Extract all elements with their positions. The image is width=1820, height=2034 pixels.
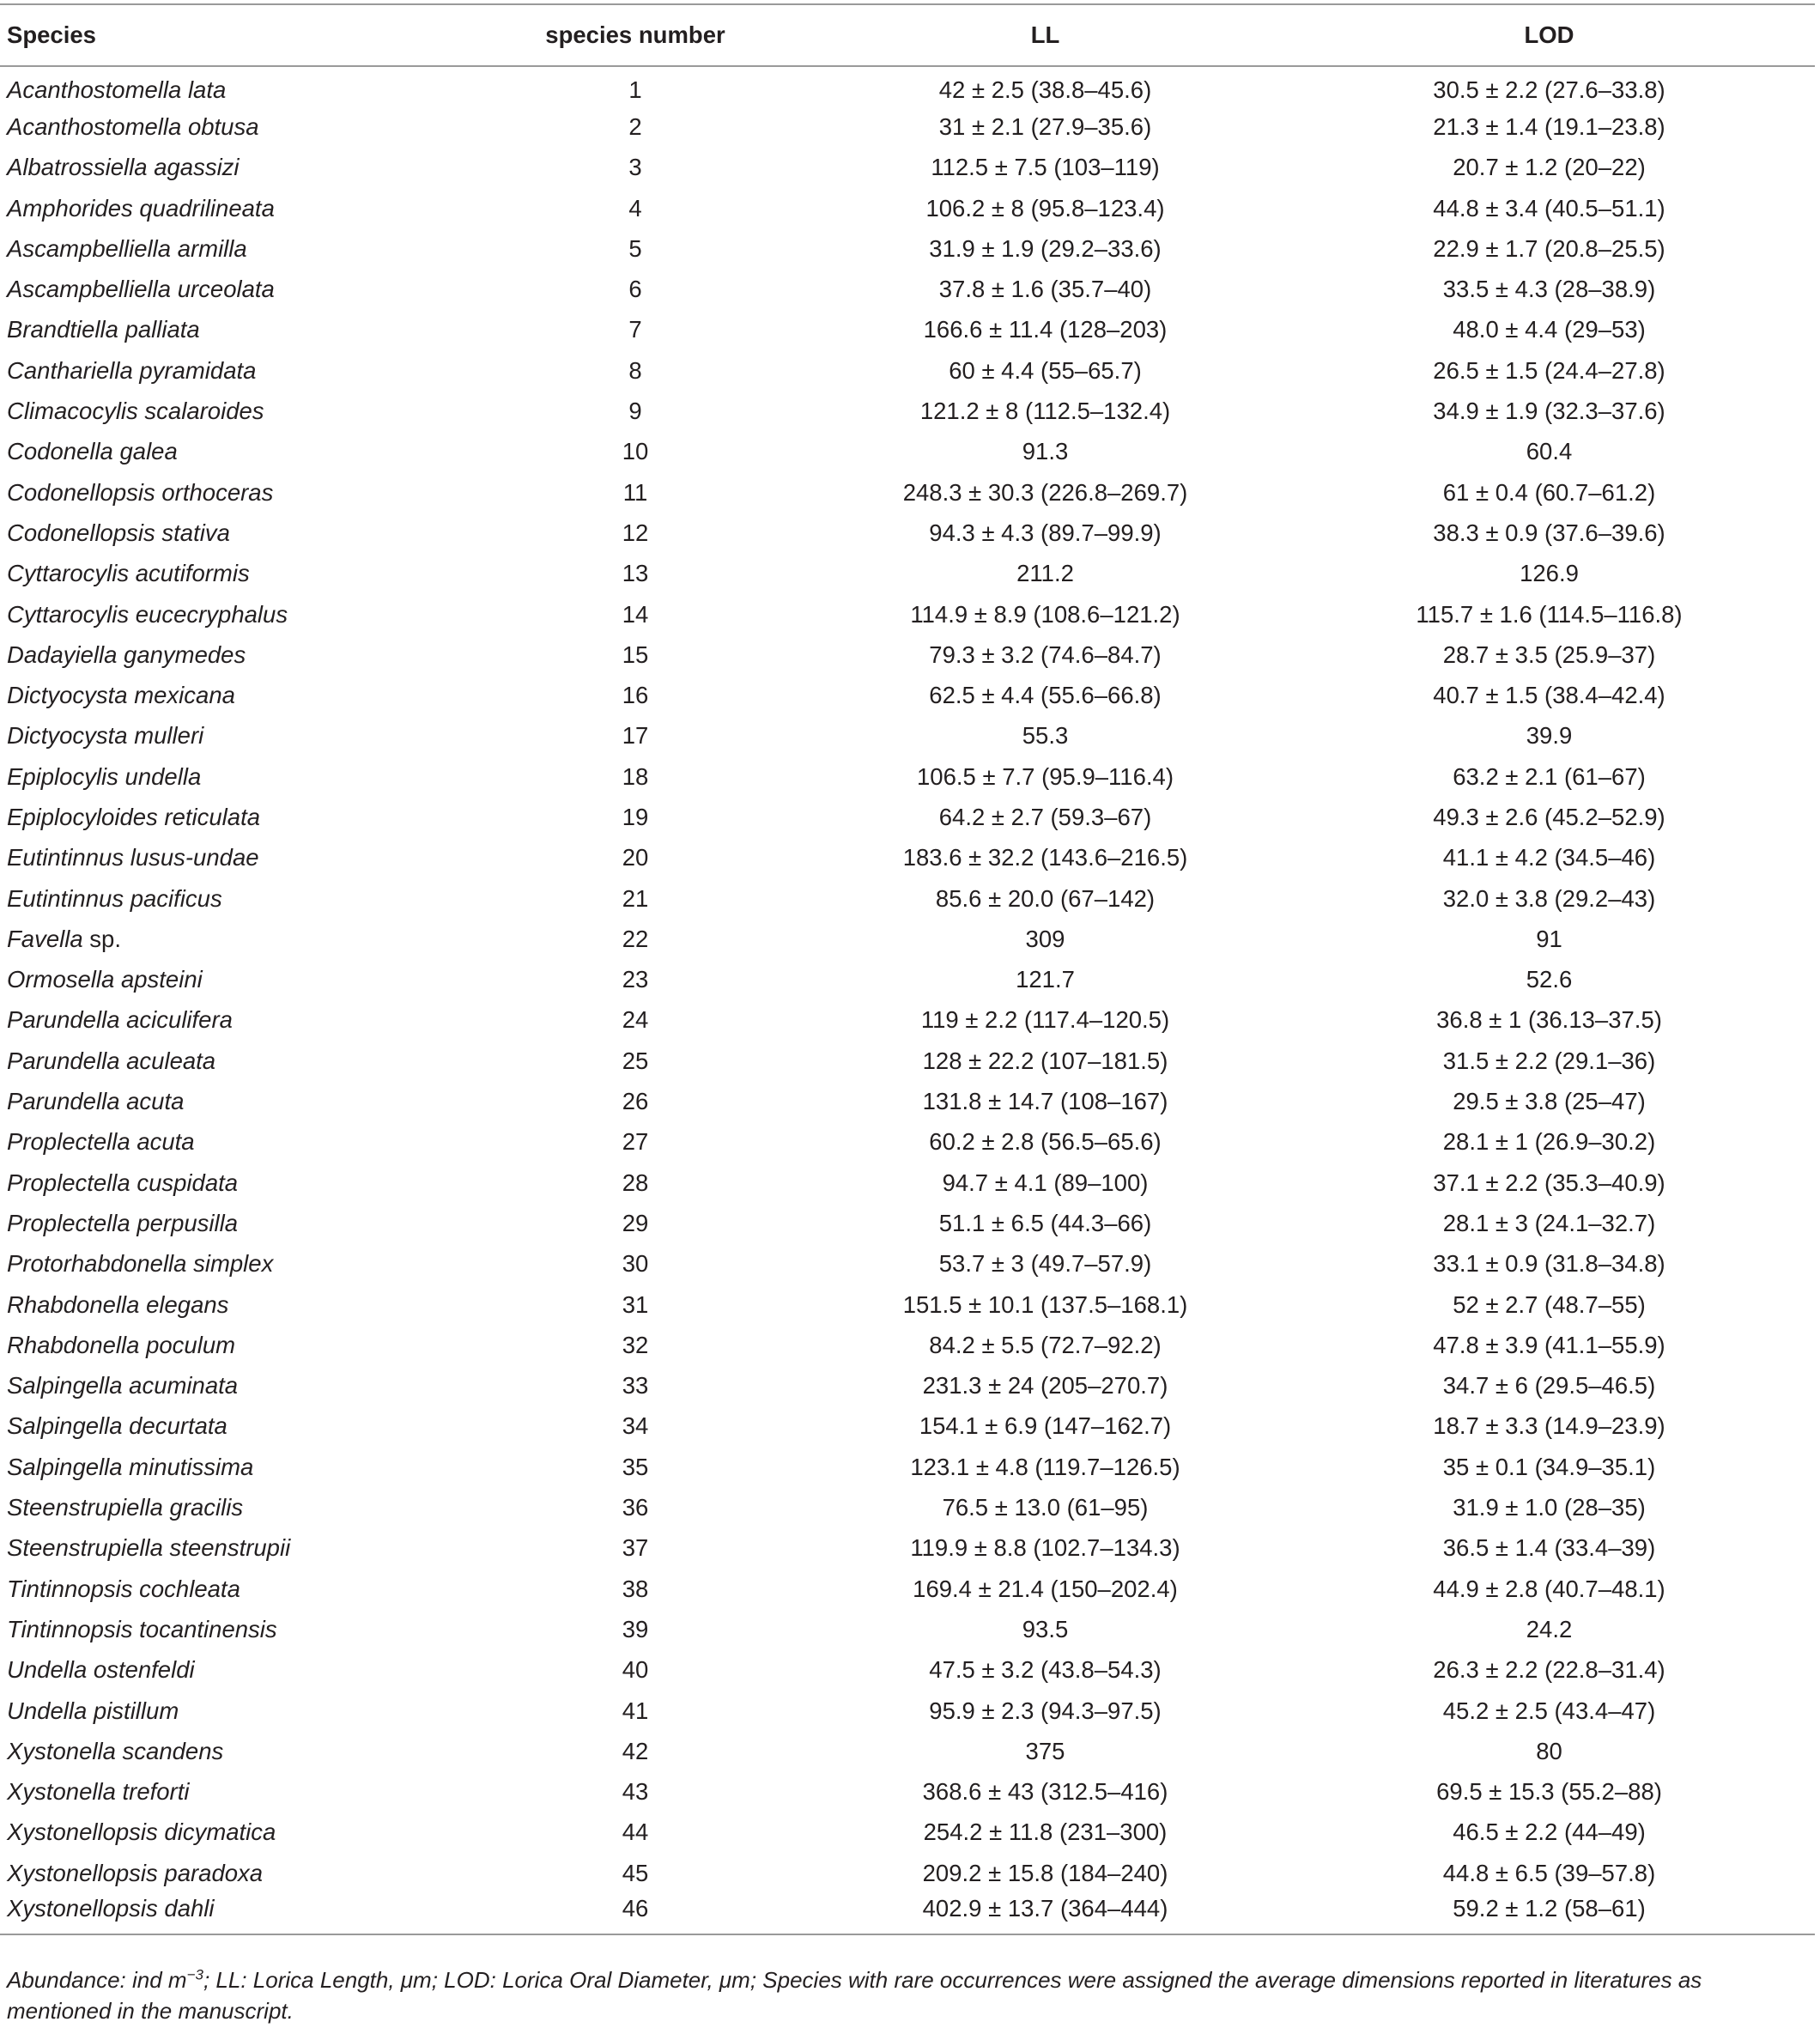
species-number-cell: 37: [622, 1534, 649, 1562]
species-name: Rhabdonella elegans: [7, 1290, 229, 1318]
species-name: Ormosella apsteini: [7, 966, 203, 993]
table-row: [0, 1731, 1815, 1771]
table-row: [0, 960, 1815, 1000]
ll-cell: 151.5 ± 10.1 (137.5–168.1): [902, 1290, 1188, 1318]
ll-cell: 209.2 ± 15.8 (184–240): [922, 1859, 1168, 1886]
ll-cell: 106.2 ± 8 (95.8–123.4): [925, 194, 1165, 222]
species-name: Albatrossiella agassizi: [7, 154, 240, 181]
table-row: [0, 1650, 1815, 1691]
lod-cell: 41.1 ± 4.2 (34.5–46): [1442, 844, 1656, 871]
table-row: [0, 1244, 1815, 1284]
species-number-cell: 13: [622, 560, 649, 587]
species-name-cell: [0, 1771, 464, 1812]
lod-cell: 36.8 ± 1 (36.13–37.5): [1436, 1006, 1662, 1034]
species-number-cell: 35: [622, 1453, 649, 1480]
species-number-cell: 2: [628, 112, 642, 140]
table-row: [0, 756, 1815, 797]
table-row: [0, 1893, 1815, 1934]
species-number-cell: 39: [622, 1615, 649, 1642]
species-name-cell: [0, 960, 464, 1000]
species-name: Epiplocylis undella: [7, 762, 202, 790]
ll-cell: 128 ± 22.2 (107–181.5): [922, 1047, 1168, 1074]
ll-cell: 119 ± 2.2 (117.4–120.5): [920, 1006, 1170, 1034]
species-number-cell: 33: [622, 1372, 649, 1400]
lod-cell: 80: [1536, 1737, 1562, 1764]
lod-cell: 91: [1536, 925, 1562, 952]
table-row: [0, 1366, 1815, 1406]
ll-cell: 211.2: [1016, 560, 1074, 587]
species-number-cell: 7: [628, 316, 642, 343]
species-name-cell: [0, 350, 464, 391]
species-suffix: sp.: [82, 925, 121, 952]
species-name-cell: [0, 675, 464, 715]
species-name-cell: [0, 1122, 464, 1163]
table-row: [0, 1203, 1815, 1243]
lod-cell: 126.9: [1520, 560, 1579, 587]
species-name-cell: [0, 1609, 464, 1649]
species-name: Undella pistillum: [7, 1697, 179, 1724]
species-name: Tintinnopsis cochleata: [7, 1575, 240, 1602]
lod-cell: 32.0 ± 3.8 (29.2–43): [1442, 884, 1656, 912]
species-name: Parundella aciculifera: [7, 1006, 233, 1034]
species-name-cell: [0, 594, 464, 634]
lod-cell: 44.8 ± 3.4 (40.5–51.1): [1433, 194, 1665, 222]
species-number-cell: 41: [622, 1697, 649, 1724]
table-row: [0, 919, 1815, 959]
species-name: Dadayiella ganymedes: [7, 641, 246, 668]
lod-cell: 52.6: [1526, 966, 1573, 993]
species-name-cell: [0, 513, 464, 553]
ll-cell: 53.7 ± 3 (49.7–57.9): [938, 1250, 1152, 1278]
table-row: [0, 472, 1815, 513]
species-number-cell: 5: [628, 234, 642, 262]
species-name-cell: [0, 1081, 464, 1121]
species-number-cell: 8: [628, 356, 642, 384]
species-name-cell: [0, 188, 464, 228]
lod-cell: 47.8 ± 3.9 (41.1–55.9): [1433, 1331, 1665, 1358]
species-number-cell: 44: [622, 1818, 649, 1846]
lod-cell: 60.4: [1526, 438, 1573, 465]
ll-cell: 37.8 ± 1.6 (35.7–40): [938, 276, 1152, 303]
species-name: Protorhabdonella simplex: [7, 1250, 274, 1278]
species-name: Rhabdonella poculum: [7, 1331, 236, 1358]
table-footnote: [7, 1964, 1810, 2026]
species-number-cell: 18: [622, 762, 649, 790]
species-name: Parundella acuta: [7, 1088, 185, 1115]
lod-cell: 52 ± 2.7 (48.7–55): [1453, 1290, 1646, 1318]
table-row: [0, 878, 1815, 919]
lod-cell: 26.5 ± 1.5 (24.4–27.8): [1433, 356, 1665, 384]
species-name: Salpingella minutissima: [7, 1453, 254, 1480]
species-name: Steenstrupiella steenstrupii: [7, 1534, 291, 1562]
lod-cell: 20.7 ± 1.2 (20–22): [1453, 154, 1646, 181]
lod-cell: 33.1 ± 0.9 (31.8–34.8): [1433, 1250, 1665, 1278]
ll-cell: 55.3: [1022, 722, 1069, 750]
species-dimensions-table: [0, 3, 1815, 1935]
ll-cell: 248.3 ± 30.3 (226.8–269.7): [902, 478, 1188, 506]
species-number-cell: 6: [628, 276, 642, 303]
species-name-cell: [0, 797, 464, 837]
species-number-cell: 22: [622, 925, 649, 952]
species-name-cell: [0, 1447, 464, 1487]
species-number-cell: 28: [622, 1169, 649, 1196]
species-name: Acanthostomella lata: [7, 76, 227, 104]
species-name: Climacocylis scalaroides: [7, 398, 264, 425]
species-name-cell: [0, 1650, 464, 1691]
species-number-cell: 4: [628, 194, 642, 222]
species-name: Eutintinnus lusus-undae: [7, 844, 259, 871]
species-name-cell: [0, 432, 464, 472]
ll-cell: 42 ± 2.5 (38.8–45.6): [938, 76, 1152, 104]
table-row: [0, 1122, 1815, 1163]
table-row: [0, 1406, 1815, 1447]
table-row: [0, 716, 1815, 756]
species-name-cell: [0, 1284, 464, 1325]
lod-cell: 33.5 ± 4.3 (28–38.9): [1442, 276, 1656, 303]
species-name: Proplectella acuta: [7, 1128, 195, 1156]
lod-cell: 38.3 ± 0.9 (37.6–39.6): [1433, 519, 1665, 546]
lod-cell: 36.5 ± 1.4 (33.4–39): [1442, 1534, 1656, 1562]
table-row: [0, 228, 1815, 269]
ll-cell: 60.2 ± 2.8 (56.5–65.6): [929, 1128, 1162, 1156]
lod-cell: 18.7 ± 3.3 (14.9–23.9): [1433, 1412, 1665, 1440]
table-row: [0, 391, 1815, 431]
species-name-cell: [0, 228, 464, 269]
species-name: Brandtiella palliata: [7, 316, 200, 343]
species-name: Codonellopsis stativa: [7, 519, 230, 546]
species-number-cell: 24: [622, 1006, 649, 1034]
table-row: [0, 1325, 1815, 1365]
footnote-text-end: ; LL: Lorica Length, μm; LOD: Lorica Oral Diameter, μm; Species with rare occurrences were assigned the average dimensions reported in literatures as mentioned in the manuscript.: [7, 1967, 1702, 2024]
species-name: Salpingella decurtata: [7, 1412, 228, 1440]
species-number-cell: 40: [622, 1656, 649, 1684]
species-name-cell: [0, 66, 464, 106]
ll-cell: 51.1 ± 6.5 (44.3–66): [938, 1209, 1152, 1236]
species-name-cell: [0, 554, 464, 594]
species-name-cell: [0, 1569, 464, 1609]
ll-cell: 309: [1025, 925, 1065, 952]
species-number-cell: 9: [628, 398, 642, 425]
table-row: [0, 1569, 1815, 1609]
table-row: [0, 1812, 1815, 1853]
table-row: [0, 594, 1815, 634]
lod-cell: 46.5 ± 2.2 (44–49): [1453, 1818, 1646, 1846]
species-name-cell: [0, 716, 464, 756]
table-row: [0, 1771, 1815, 1812]
species-name: Xystonellopsis paradoxa: [7, 1859, 264, 1886]
table-row: [0, 310, 1815, 350]
species-number-cell: 38: [622, 1575, 649, 1602]
species-name: Steenstrupiella gracilis: [7, 1494, 244, 1521]
ll-cell: 31.9 ± 1.9 (29.2–33.6): [929, 234, 1162, 262]
ll-cell: 131.8 ± 14.7 (108–167): [922, 1088, 1168, 1115]
lod-cell: 37.1 ± 2.2 (35.3–40.9): [1433, 1169, 1665, 1196]
species-name: Salpingella acuminata: [7, 1372, 239, 1400]
table-row: [0, 148, 1815, 188]
ll-cell: 76.5 ± 13.0 (61–95): [942, 1494, 1149, 1521]
species-name-cell: [0, 1893, 464, 1934]
lod-cell: 26.3 ± 2.2 (22.8–31.4): [1433, 1656, 1665, 1684]
species-name-cell: [0, 269, 464, 309]
lod-cell: 40.7 ± 1.5 (38.4–42.4): [1433, 682, 1665, 709]
lod-cell: 61 ± 0.4 (60.7–61.2): [1442, 478, 1656, 506]
species-name-cell: [0, 1366, 464, 1406]
species-name: Undella ostenfeldi: [7, 1656, 195, 1684]
species-number-cell: 29: [622, 1209, 649, 1236]
species-name-cell: [0, 1853, 464, 1893]
species-name: Cyttarocylis eucecryphalus: [7, 600, 288, 628]
species-number-cell: 14: [622, 600, 649, 628]
table-row: [0, 350, 1815, 391]
table-row: [0, 1853, 1815, 1893]
species-name-cell: [0, 878, 464, 919]
table-row: [0, 838, 1815, 878]
table-header: [0, 4, 1815, 66]
table-row: [0, 1000, 1815, 1041]
species-number-cell: 3: [628, 154, 642, 181]
ll-cell: 91.3: [1022, 438, 1069, 465]
lod-cell: 115.7 ± 1.6 (114.5–116.8): [1416, 600, 1683, 628]
ll-cell: 47.5 ± 3.2 (43.8–54.3): [929, 1656, 1162, 1684]
species-name-cell: [0, 1000, 464, 1041]
species-number-cell: 10: [622, 438, 649, 465]
ll-cell: 154.1 ± 6.9 (147–162.7): [919, 1412, 1172, 1440]
ll-cell: 94.3 ± 4.3 (89.7–99.9): [929, 519, 1162, 546]
species-number-cell: 21: [622, 884, 649, 912]
species-name-cell: [0, 1731, 464, 1771]
lod-cell: 44.9 ± 2.8 (40.7–48.1): [1433, 1575, 1665, 1602]
species-name: Xystonellopsis dahli: [7, 1894, 215, 1922]
table-row: [0, 675, 1815, 715]
species-name-cell: [0, 919, 464, 959]
species-name: Acanthostomella obtusa: [7, 112, 259, 140]
species-name-cell: [0, 634, 464, 675]
species-number-cell: 43: [622, 1778, 649, 1806]
ll-cell: 183.6 ± 32.2 (143.6–216.5): [902, 844, 1188, 871]
species-number-cell: 45: [622, 1859, 649, 1886]
table-row: [0, 1081, 1815, 1121]
species-name: Eutintinnus pacificus: [7, 884, 222, 912]
ll-cell: 31 ± 2.1 (27.9–35.6): [938, 112, 1152, 140]
footnote-superscript: −3: [186, 1966, 203, 1983]
species-name-cell: [0, 1203, 464, 1243]
ll-cell: 60 ± 4.4 (55–65.7): [949, 356, 1142, 384]
lod-cell: 31.9 ± 1.0 (28–35): [1453, 1494, 1646, 1521]
lod-cell: 31.5 ± 2.2 (29.1–36): [1442, 1047, 1656, 1074]
species-number-cell: 26: [622, 1088, 649, 1115]
table-row: [0, 1609, 1815, 1649]
ll-cell: 84.2 ± 5.5 (72.7–92.2): [929, 1331, 1162, 1358]
ll-cell: 112.5 ± 7.5 (103–119): [931, 154, 1160, 181]
header-lod: LOD: [1283, 4, 1815, 66]
header-row: [0, 4, 1815, 66]
lod-cell: 29.5 ± 3.8 (25–47): [1453, 1088, 1646, 1115]
lod-cell: 21.3 ± 1.4 (19.1–23.8): [1433, 112, 1665, 140]
species-name: Dictyocysta mexicana: [7, 682, 235, 709]
species-name-cell: [0, 756, 464, 797]
lod-cell: 28.1 ± 1 (26.9–30.2): [1442, 1128, 1656, 1156]
species-name: Parundella aculeata: [7, 1047, 216, 1074]
species-name: Ascampbelliella armilla: [7, 234, 247, 262]
species-number-cell: 1: [628, 76, 642, 104]
ll-cell: 254.2 ± 11.8 (231–300): [923, 1818, 1168, 1846]
species-name: Proplectella cuspidata: [7, 1169, 239, 1196]
species-number-cell: 25: [622, 1047, 649, 1074]
species-name-cell: [0, 472, 464, 513]
ll-cell: 123.1 ± 4.8 (119.7–126.5): [910, 1453, 1180, 1480]
header-species: Species: [0, 4, 464, 66]
species-number-cell: 36: [622, 1494, 649, 1521]
lod-cell: 49.3 ± 2.6 (45.2–52.9): [1433, 803, 1665, 830]
species-number-cell: 17: [622, 722, 649, 750]
ll-cell: 121.7: [1016, 966, 1075, 993]
species-number-cell: 12: [622, 519, 649, 546]
table-row: [0, 1528, 1815, 1569]
species-name: Xystonellopsis dicymatica: [7, 1818, 276, 1846]
species-name-cell: [0, 1691, 464, 1731]
species-number-cell: 42: [622, 1737, 649, 1764]
lod-cell: 44.8 ± 6.5 (39–57.8): [1442, 1859, 1656, 1886]
lod-cell: 28.1 ± 3 (24.1–32.7): [1442, 1209, 1656, 1236]
ll-cell: 94.7 ± 4.1 (89–100): [942, 1169, 1149, 1196]
species-name: Ascampbelliella urceolata: [7, 276, 275, 303]
species-name-cell: [0, 310, 464, 350]
table-row: [0, 634, 1815, 675]
species-number-cell: 27: [622, 1128, 649, 1156]
lod-cell: 63.2 ± 2.1 (61–67): [1453, 762, 1646, 790]
table-row: [0, 188, 1815, 228]
species-name-cell: [0, 1528, 464, 1569]
species-name-cell: [0, 148, 464, 188]
ll-cell: 93.5: [1022, 1615, 1069, 1642]
table-row: [0, 106, 1815, 147]
ll-cell: 169.4 ± 21.4 (150–202.4): [913, 1575, 1178, 1602]
ll-cell: 119.9 ± 8.8 (102.7–134.3): [910, 1534, 1180, 1562]
species-name-cell: [0, 1487, 464, 1527]
species-name-cell: [0, 391, 464, 431]
species-number-cell: 31: [622, 1290, 649, 1318]
species-name-cell: [0, 838, 464, 878]
header-ll: LL: [807, 4, 1283, 66]
species-name-cell: [0, 1041, 464, 1081]
ll-cell: 368.6 ± 43 (312.5–416): [922, 1778, 1168, 1806]
ll-cell: 375: [1025, 1737, 1065, 1764]
species-name-cell: [0, 1244, 464, 1284]
ll-cell: 166.6 ± 11.4 (128–203): [923, 316, 1168, 343]
species-number-cell: 16: [622, 682, 649, 709]
species-name: Codonellopsis orthoceras: [7, 478, 274, 506]
ll-cell: 79.3 ± 3.2 (74.6–84.7): [929, 641, 1162, 668]
species-name: Xystonella scandens: [7, 1737, 224, 1764]
species-name-cell: [0, 1406, 464, 1447]
table-row: [0, 513, 1815, 553]
footnote-text-start: Abundance: ind m: [7, 1967, 187, 1993]
table-row: [0, 554, 1815, 594]
species-number-cell: 15: [622, 641, 649, 668]
lod-cell: 34.9 ± 1.9 (32.3–37.6): [1433, 398, 1665, 425]
ll-cell: 231.3 ± 24 (205–270.7): [922, 1372, 1168, 1400]
table-row: [0, 269, 1815, 309]
species-name-cell: [0, 106, 464, 147]
species-name: Cyttarocylis acutiformis: [7, 560, 250, 587]
lod-cell: 69.5 ± 15.3 (55.2–88): [1436, 1778, 1662, 1806]
table-row: [0, 1041, 1815, 1081]
species-number-cell: 32: [622, 1331, 649, 1358]
species-number-cell: 23: [622, 966, 649, 993]
species-number-cell: 11: [622, 478, 648, 506]
ll-cell: 114.9 ± 8.9 (108.6–121.2): [910, 600, 1180, 628]
lod-cell: 35 ± 0.1 (34.9–35.1): [1442, 1453, 1656, 1480]
species-name: Amphorides quadrilineata: [7, 194, 275, 222]
ll-cell: 62.5 ± 4.4 (55.6–66.8): [929, 682, 1162, 709]
lod-cell: 59.2 ± 1.2 (58–61): [1283, 1893, 1815, 1934]
lod-cell: 24.2: [1526, 1615, 1573, 1642]
lod-cell: 45.2 ± 2.5 (43.4–47): [1442, 1697, 1656, 1724]
table-row: [0, 432, 1815, 472]
species-name: Canthariella pyramidata: [7, 356, 257, 384]
species-number-cell: 34: [622, 1412, 649, 1440]
species-name: Dictyocysta mulleri: [7, 722, 204, 750]
species-name: Epiplocyloides reticulata: [7, 803, 261, 830]
species-name-cell: [0, 1812, 464, 1853]
species-name: Xystonella treforti: [7, 1778, 190, 1806]
lod-cell: 30.5 ± 2.2 (27.6–33.8): [1433, 76, 1665, 104]
ll-cell: 64.2 ± 2.7 (59.3–67): [938, 803, 1152, 830]
table-row: [0, 1447, 1815, 1487]
species-name: Tintinnopsis tocantinensis: [7, 1615, 277, 1642]
ll-cell: 95.9 ± 2.3 (94.3–97.5): [929, 1697, 1162, 1724]
species-name: Favella: [7, 925, 83, 952]
species-number-cell: 19: [622, 803, 649, 830]
species-name-cell: [0, 1325, 464, 1365]
species-number-cell: 20: [622, 844, 649, 871]
table-row: [0, 1284, 1815, 1325]
lod-cell: 28.7 ± 3.5 (25.9–37): [1442, 641, 1656, 668]
species-number-cell: 30: [622, 1250, 649, 1278]
ll-cell: 106.5 ± 7.7 (95.9–116.4): [917, 762, 1174, 790]
lod-cell: 22.9 ± 1.7 (20.8–25.5): [1433, 234, 1665, 262]
table-row: [0, 66, 1815, 106]
species-name: Proplectella perpusilla: [7, 1209, 239, 1236]
ll-cell: 85.6 ± 20.0 (67–142): [935, 884, 1156, 912]
lod-cell: 48.0 ± 4.4 (29–53): [1453, 316, 1646, 343]
header-species-number: species number: [464, 4, 807, 66]
species-name: Codonella galea: [7, 438, 178, 465]
table-row: [0, 797, 1815, 837]
ll-cell: 121.2 ± 8 (112.5–132.4): [919, 398, 1171, 425]
species-number-cell: 46: [464, 1893, 807, 1934]
lod-cell: 34.7 ± 6 (29.5–46.5): [1442, 1372, 1656, 1400]
table-row: [0, 1163, 1815, 1203]
species-name-cell: [0, 1163, 464, 1203]
lod-cell: 39.9: [1526, 722, 1573, 750]
table-row: [0, 1691, 1815, 1731]
table-body: [0, 66, 1815, 1934]
table-row: [0, 1487, 1815, 1527]
ll-cell: 402.9 ± 13.7 (364–444): [807, 1893, 1283, 1934]
